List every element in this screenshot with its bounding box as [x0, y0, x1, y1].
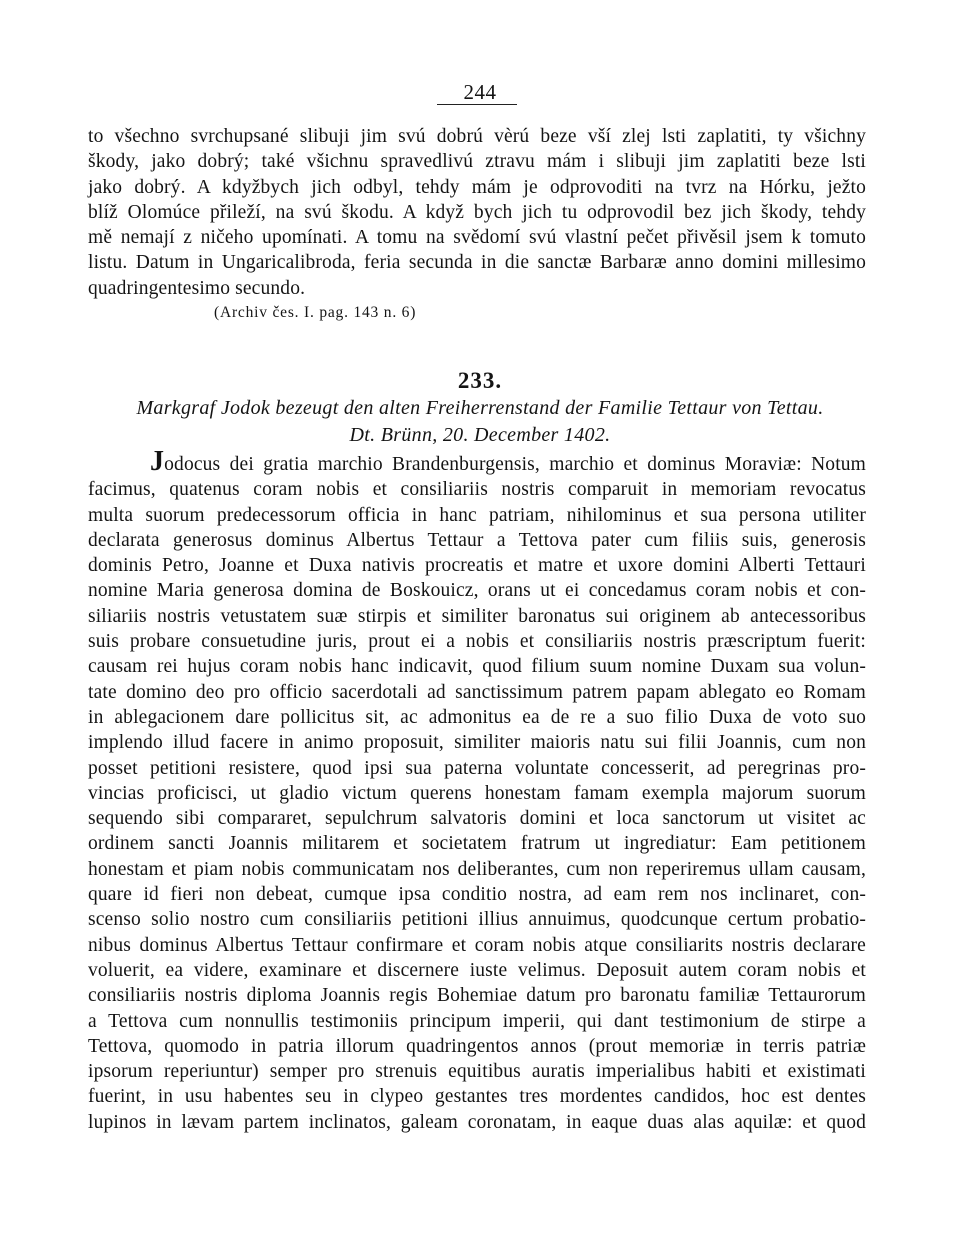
text-line: nibus dominus Albertus Tettaur confirmare et coram nobis atque consiliarits nostris declarare [88, 934, 866, 956]
text-line: scenso solio nostro cum consiliariis petitioni illius annuimus, quodcunque certum probatio- [88, 909, 866, 931]
text-line: in ablegacionem dare pollicitus sit, ac admonitus ea de re a suo filio Duxa de voto suo [88, 706, 866, 728]
document-title: Markgraf Jodok bezeugt den alten Freiherrenstand der Familie Tettaur von Tettau. [136, 397, 824, 419]
text-line: siliariis nostris vetustatem suæ stirpis et similiter baronatus sui originem ab antecessoribus [88, 605, 866, 627]
text-line: ordinem sancti Joannis militarem et societatem fratrum ut ingrediatur: Eam petitionem [88, 833, 866, 855]
text-line: tate domino deo pro officio sacerdotali ad sanctissimum patrem papam ablegato eo Romam [88, 681, 866, 703]
document-date: Dt. Brünn, 20. December 1402. [349, 424, 611, 446]
text-line: škody, jako dobrý; také všichnu spravedlivú ztravu mám i slibuji jim zaplatiti beze lsti [88, 151, 866, 173]
text-line: mě nemají z ničeho upomínati. A tomu na svědomí svú vlastní pečet přivěsil jsem k tomuto [88, 227, 866, 249]
text-line: to všechno svrchupsané slibuji jim svú dobrú vèrú beze vší zlej lsti zaplatiti, ty všichny [88, 126, 866, 147]
text-line: jako dobrý. A kdyžbych jich odbyl, tehdy mám je odprovoditi na tvrz na Hórku, ježto [88, 176, 866, 198]
source-citation: (Archiv čes. I. pag. 143 n. 6) [214, 304, 417, 321]
document-number: 233. [457, 368, 503, 393]
text-line: lupinos in lævam partem inclinatos, galeam coronatam, in eaque duas alas aquilæ: et quod [88, 1111, 866, 1133]
text-line: sequendo sibi compararet, sepulchrum salvatoris domini et loca sanctorum ut visitet ac [88, 808, 866, 830]
text-line: nomine Maria generosa domina de Boskouicz, orans ut ei concedamus coram nobis et con- [88, 580, 866, 602]
text-line: vincias proficisci, ut gladio victum querens honestam famam exempla majorum suorum [88, 782, 866, 804]
text-line: voluerit, ea videre, examinare et discernere iuste velimus. Deposuit autem coram nobis et [88, 959, 866, 981]
first-line [88, 446, 866, 477]
text-line: facimus, quatenus coram nobis et consiliariis nostris comparuit in memoriam revocatus [88, 479, 866, 501]
text-line: honestam et piam nobis communicatam nos deliberantes, cum non reperiremus ullam causam, [88, 858, 866, 880]
text-line: fuerint, in usu habentes seu in clypeo gestantes tres mordentes candidos, hoc est dentes [88, 1086, 866, 1108]
text-line: causam rei hujus coram nobis hanc indicavit, quod filium suum nomine Duxam sua volun- [88, 656, 866, 678]
text-line: consiliariis nostris diploma Joannis regis Bohemiae datum pro baronatu familiæ Tettaurorum [88, 985, 866, 1007]
initial-letter: J [150, 446, 165, 477]
intro-paragraph [88, 124, 866, 301]
text-line: Tettova, quomodo in patria illorum quadringentos annos (prout memoriæ in terris patriæ [88, 1035, 866, 1057]
text-line: multa suorum predecessorum officia in hanc patriam, nihilominus et sua persona utiliter [88, 504, 866, 526]
text-line: declarata generosus dominus Albertus Tettaur a Tettova pater cum filiis suis, generosis [88, 529, 866, 551]
page-number-rule [437, 104, 517, 105]
text-line: implendo illud facere in animo proposuit, similiter maioris natu sui filii Joannis, cum non [88, 732, 866, 754]
page-number: 244 [463, 80, 497, 104]
first-line-text: odocus dei gratia marchio Brandenburgensis, marchio et dominus Moraviæ: Notum [164, 454, 866, 475]
text-line: suis probare consuetudine juris, prout ei a nobis et consiliariis nostris præscriptum fuerit: [88, 631, 866, 653]
text-line: posset petitioni resistere, quod ipsi sua paterna voluntate concesserit, ad peregrinas pro- [88, 757, 866, 779]
text-line: quare id fieri non debeat, cumque ipsa conditio nostra, ad eam rem nos inclinaret, con- [88, 884, 866, 906]
text-line: a Tettova cum nonnullis testimoniis principum imperii, qui dant testimonium de stirpe a [88, 1010, 866, 1032]
text-line: dominis Petro, Joanne et Duxa nativis procreatis et matre et uxore domini Alberti Tettauri [88, 555, 866, 577]
text-line: quadringentesimo secundo. [88, 277, 306, 299]
text-line: listu. Datum in Ungaricalibroda, feria secunda in die sanctæ Barbaræ anno domini millesimo [88, 252, 866, 274]
text-line: blíž Olomúce přileží, na svú škodu. A když bych jich tu odprovodil bez jich škody, tehdy [88, 201, 866, 223]
document-body [88, 446, 866, 1135]
text-line: ipsorum reperiuntur) semper pro strenuis equitibus auratis imperialibus habiti et existimati [88, 1061, 866, 1083]
